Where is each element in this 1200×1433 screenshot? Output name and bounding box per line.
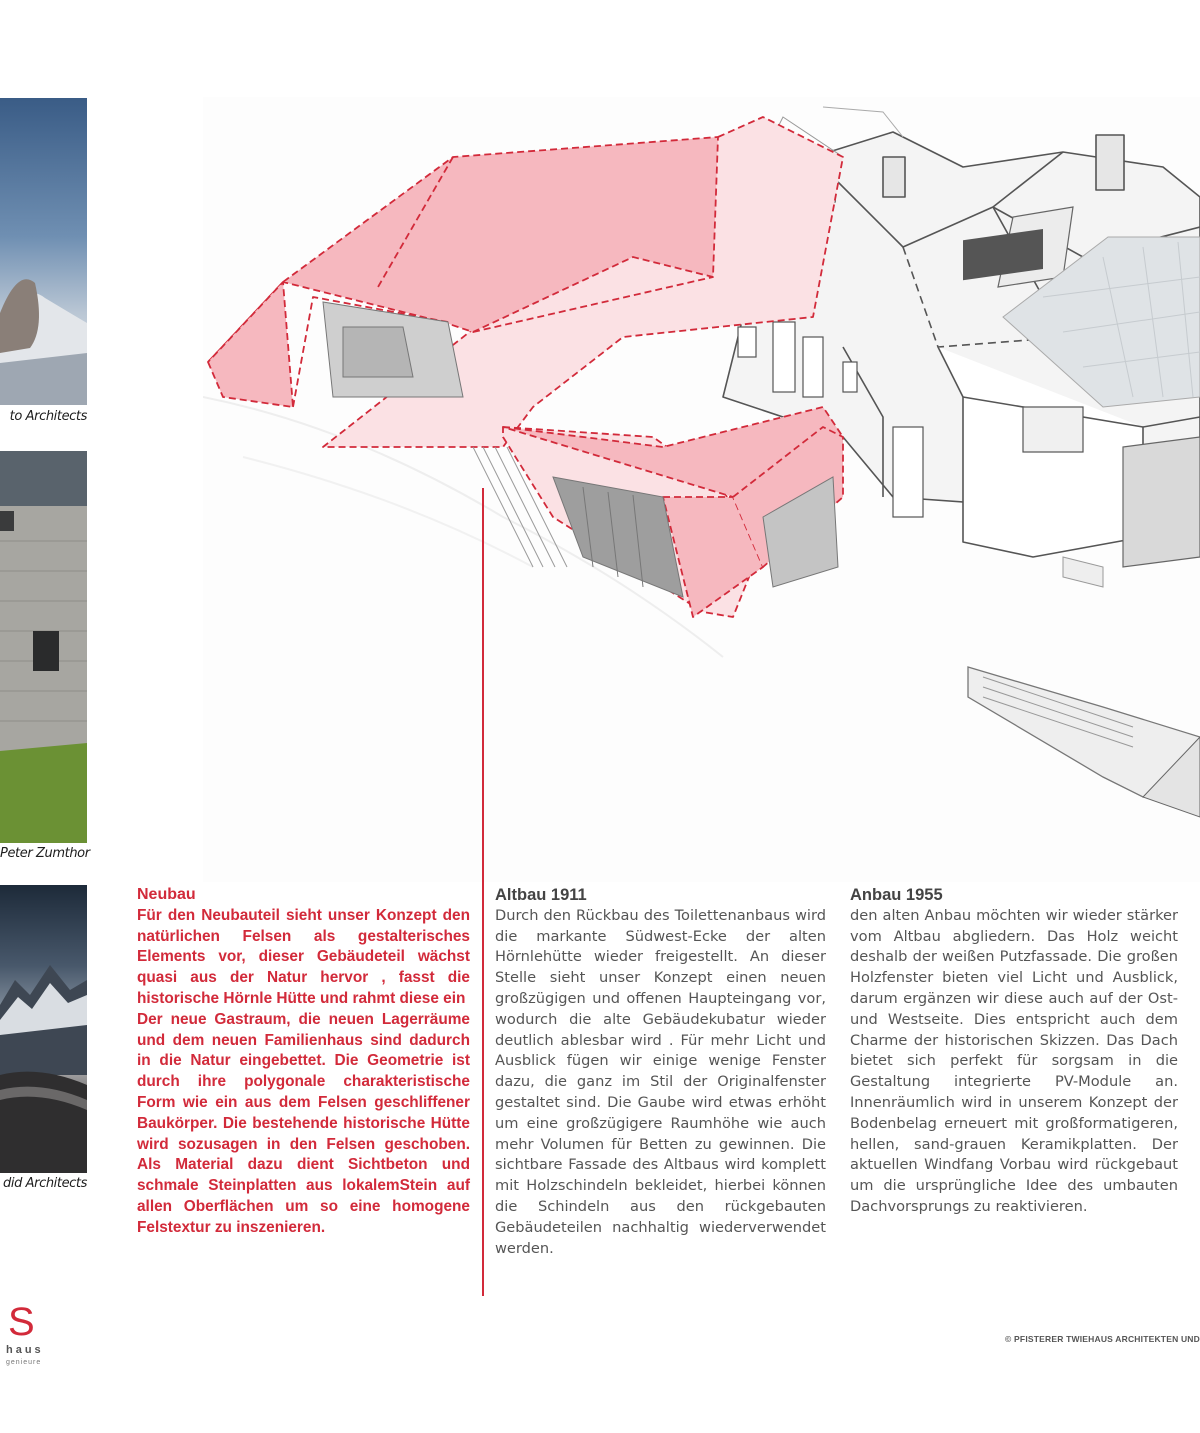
altbau-section — [495, 885, 826, 1259]
logo-line-2: genieure — [6, 1359, 42, 1366]
reference-photo-2 — [0, 451, 87, 843]
photo-2-caption: Peter Zumthor — [0, 846, 90, 861]
company-logo — [0, 1298, 87, 1380]
neubau-paragraph-1: Für den Neubauteil sieht unser Konzept den natürlichen Felsen als gestalterisches Elements vor, dieser Gebäudeteil wächst quasi aus der Natur hervor , fasst die historische Hörnle Hütte und rahmt diese ein — [137, 906, 470, 1007]
altbau-paragraph: Durch den Rückbau des Toilettenanbaus wird die markante Südwest-Ecke der alten Hörnlehütte wieder freigestellt. An dieser Stelle sieht unser Konzept einen neuen großzügigen und offenen Haupteingang vor, wodurch die alte Gebäudekubatur wieder deutlich ablesbar wird . Für mehr Licht und Ausblick fügen wir einige wenige Fenster dazu, die ganz im Stil der Originalfenster gestaltet sind. Die Gaube wird etwas erhöht um eine großzügigere Raumhöhe wie auch mehr Volumen für Betten zu gewinnen. Die sichtbare Fassade des Altbaus wird komplett mit Holzschindeln bekleidet, hierbei können die Schindeln aus den rückgebauten Gebäudeteilen nachhaltig wiederverwendet werden. — [495, 906, 826, 1257]
copyright-footer: © PFISTERER TWIEHAUS ARCHITEKTEN UND — [1005, 1334, 1200, 1344]
neubau-paragraph-2: Der neue Gastraum, die neuen Lagerräume und dem neuen Familienhaus sind dadurch in die Natur eingebettet. Die Geometrie ist durch ihre polygonale charakteristische Form wie ein aus dem Felsen geschliffener Baukörper. Die bestehende historische Hütte wird sozusagen in den Felsen geschoben. Als Material dazu dient Sichtbeton und schmale Steinplatten aus lokalemStein auf allen Oberflächen um so eine homogene Felstextur zu inszenieren. — [137, 1010, 470, 1236]
axonometric-drawing — [203, 97, 1200, 882]
logo-mark: S — [8, 1300, 33, 1344]
reference-photo-3 — [0, 885, 87, 1173]
reference-photo-1 — [0, 98, 87, 405]
altbau-title: Altbau 1911 — [495, 886, 587, 904]
red-divider-line — [482, 488, 484, 1296]
photo-1-caption: to Architects — [9, 409, 87, 424]
neubau-title: Neubau — [137, 886, 196, 903]
anbau-section — [850, 885, 1178, 1218]
logo-line-1: haus — [6, 1344, 44, 1356]
anbau-title: Anbau 1955 — [850, 886, 943, 904]
neubau-section — [137, 885, 470, 1239]
photo-3-caption: did Architects — [3, 1176, 87, 1191]
anbau-paragraph: den alten Anbau möchten wir wieder stärker vom Altbau abgliedern. Das Holz weicht deshalb der weißen Putzfassade. Die großen Holzfenster bieten viel Licht und Ausblick, darum ergänzen wir diese auch auf der Ost- und Westseite. Dies entspricht auch dem Charme der historischen Skizzen. Das Dach bietet sich perfekt für sorgsam in die Gestaltung integrierte PV-Module an. Innenräumlich wird in unserem Konzept der Bodenbelag erneuert mit großformatigeren, hellen, sand-grauen Keramikplatten. Der aktuellen Windfang Vorbau wird rückgebaut um die ursprüngliche Idee des umbauten Dachvorsprungs zu reaktivieren. — [850, 906, 1178, 1215]
